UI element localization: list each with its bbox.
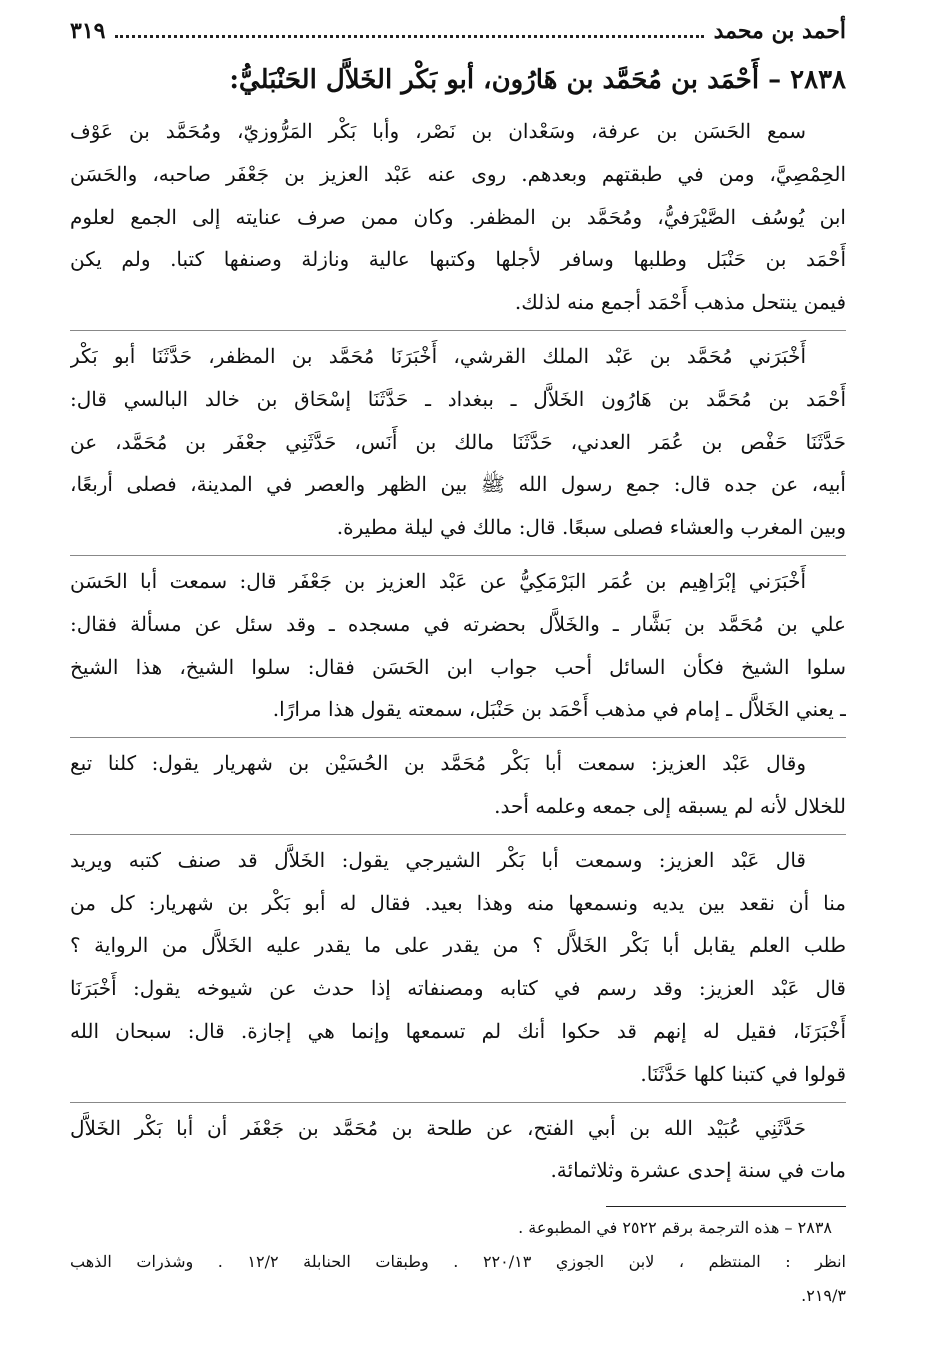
text-line: أبيه، عن جده قال: جمع رسول الله ﷺ بين الظهر والعصر في المدينة، فصلى أربعًا،: [70, 472, 846, 497]
text-line: سمع الحَسَن بن عرفة، وسَعْدان بن نَصْر، وأبا بَكْر المَرُّوزيّ، ومُحَمَّد بن عَوْف: [70, 119, 806, 143]
text-line: حَدَّثَنَا حَفْص بن عُمَر العدني، حَدَّثَنَا مالك بن أَنَس، حَدَّثَنِي جعْفَر بن مُحَمَّد، عن: [70, 429, 846, 454]
page-number: ٣١٩: [70, 18, 106, 44]
entry-title: ٢٨٣٨ – أَحْمَد بن مُحَمَّد بن هَارُون، أبو بَكْر الخَلاَّل الحَنْبَليُّ:: [229, 65, 846, 95]
text-line: حَدَّثَنِي عُبَيْد الله بن أبي الفتح، عن طلحة بن مُحَمَّد بن جَعْفَر أن أبا بَكْر الخَلاَّل: [70, 1115, 806, 1140]
text-line: الحِمْصِيَّ، ومن في طبقتهم وبعدهم. روى عنه عَبْد العزيز بن جَعْفَر صاحبه، والحَسَن: [70, 161, 846, 186]
text-line: للخلال لأنه لم يسبقه إلى جمعه وعلمه أحد.: [494, 793, 846, 818]
text-line: ـ يعني الخَلاَّل ـ إمام في مذهب أَحْمَد بن حَنْبَل، سمعته يقول هذا مرارًا.: [272, 697, 846, 722]
text-line: ابن يُوسُف الصَّيْرَفيُّ، ومُحَمَّد بن المظفر. وكان ممن صرف عنايته إلى الجمع لعلوم: [70, 204, 846, 229]
footnote: [70, 1211, 846, 1313]
text-line: قال عَبْد العزيز: وسمعت أبا بَكْر الشيرجي يقول: الخَلاَّل قد صنف كتبه ويريد: [70, 847, 806, 872]
paragraph-hadith: [70, 330, 846, 555]
text-line: وبين المغرب والعشاء فصلى سبعًا. قال: مالك في ليلة مطيرة.: [336, 515, 846, 540]
running-header: [70, 18, 846, 58]
text-line: قولوا في كتبنا كلها حَدَّثَنَا.: [640, 1061, 846, 1086]
paragraph-death-date: [70, 1102, 846, 1199]
text-line: أَخْبَرَنَا، فقيل له إنهم قد حكوا أنك لم تسمعها وإنما هي إجازة. قال: سبحان الله: [70, 1018, 846, 1043]
text-line: أَخْبَرَني إبْرَاهِيم بن عُمَر البَرْمَكِيُّ عن عَبْد العزيز بن جَعْفَر قال: سمعت أبا الحَسَن: [70, 568, 806, 593]
text-line: منا أن نقعد بين يديه ونسمعها منه وهذا بعيد. فقال له أبو بَكْر بن شهريار: كل من: [70, 890, 846, 915]
footnote-line: ٢٨٣٨ – هذه الترجمة برقم ٢٥٢٢ في المطبوعة .: [518, 1218, 832, 1238]
paragraph-barmaki-report: [70, 555, 846, 737]
dotted-leader: [115, 35, 703, 38]
paragraph-shahriyar-report: [70, 737, 846, 834]
text-line: وقال عَبْد العزيز: سمعت أبا بَكْر مُحَمَّد بن الحُسَيْن بن شهريار يقول: كلنا تبع: [70, 751, 806, 776]
text-line: أَحْمَد بن حَنْبَل وطلبها وسافر لأجلها وكتبها عالية ونازلة وصنفها كتبا. ولم يكن: [70, 247, 846, 272]
text-line: أَخْبَرَني مُحَمَّد بن عَبْد الملك القرشي، أَخْبَرَنَا مُحَمَّد بن المظفر، حَدَّثَنَا أبو بَكْر: [70, 343, 806, 368]
paragraph-shirji-report: [70, 834, 846, 1102]
paragraph-biography: [70, 106, 846, 330]
footnote-line: انظر : المنتظم ، لابن الجوزي ٢٢٠/١٣ . وطبقات الحنابلة ١٢/٢ . وشذرات الذهب: [70, 1252, 846, 1272]
text-line: قال عَبْد العزيز: وقد رسم في كتابه ومصنفاته إذا حدث عن شيوخه يقول: أَخْبَرَنَا: [70, 976, 846, 1001]
text-line: طلب العلم يقابل أبا بَكْر الخَلاَّل ؟ من يقدر على ما يقدر عليه الخَلاَّل من الرواية ؟: [70, 933, 846, 958]
text-line: مات في سنة إحدى عشرة وثلاثمائة.: [550, 1158, 846, 1183]
text-line: أَحْمَد بن مُحَمَّد بن هَارُون الخَلاَّل ـ ببغداد ـ حَدَّثَنَا إسْحَاق بن خالد البالسي قال:: [70, 386, 846, 411]
text-line: علي بن مُحَمَّد بن بَشَّار ـ والخَلاَّل بحضرته في مسجده ـ وقد سئل عن مسألة فقال:: [70, 611, 846, 636]
text-line: فيمن ينتحل مذهب أَحْمَد أجمع منه لذلك.: [514, 290, 846, 315]
footnote-line: ٢١٩/٣.: [801, 1286, 846, 1306]
running-title: أحمد بن محمد: [713, 18, 846, 44]
footnote-divider: [606, 1206, 846, 1207]
text-line: سلوا الشيخ فكأن السائل أحب جواب ابن الحَسَن فقال: سلوا الشيخ، هذا الشيخ: [70, 654, 846, 679]
book-page: [70, 18, 846, 1338]
